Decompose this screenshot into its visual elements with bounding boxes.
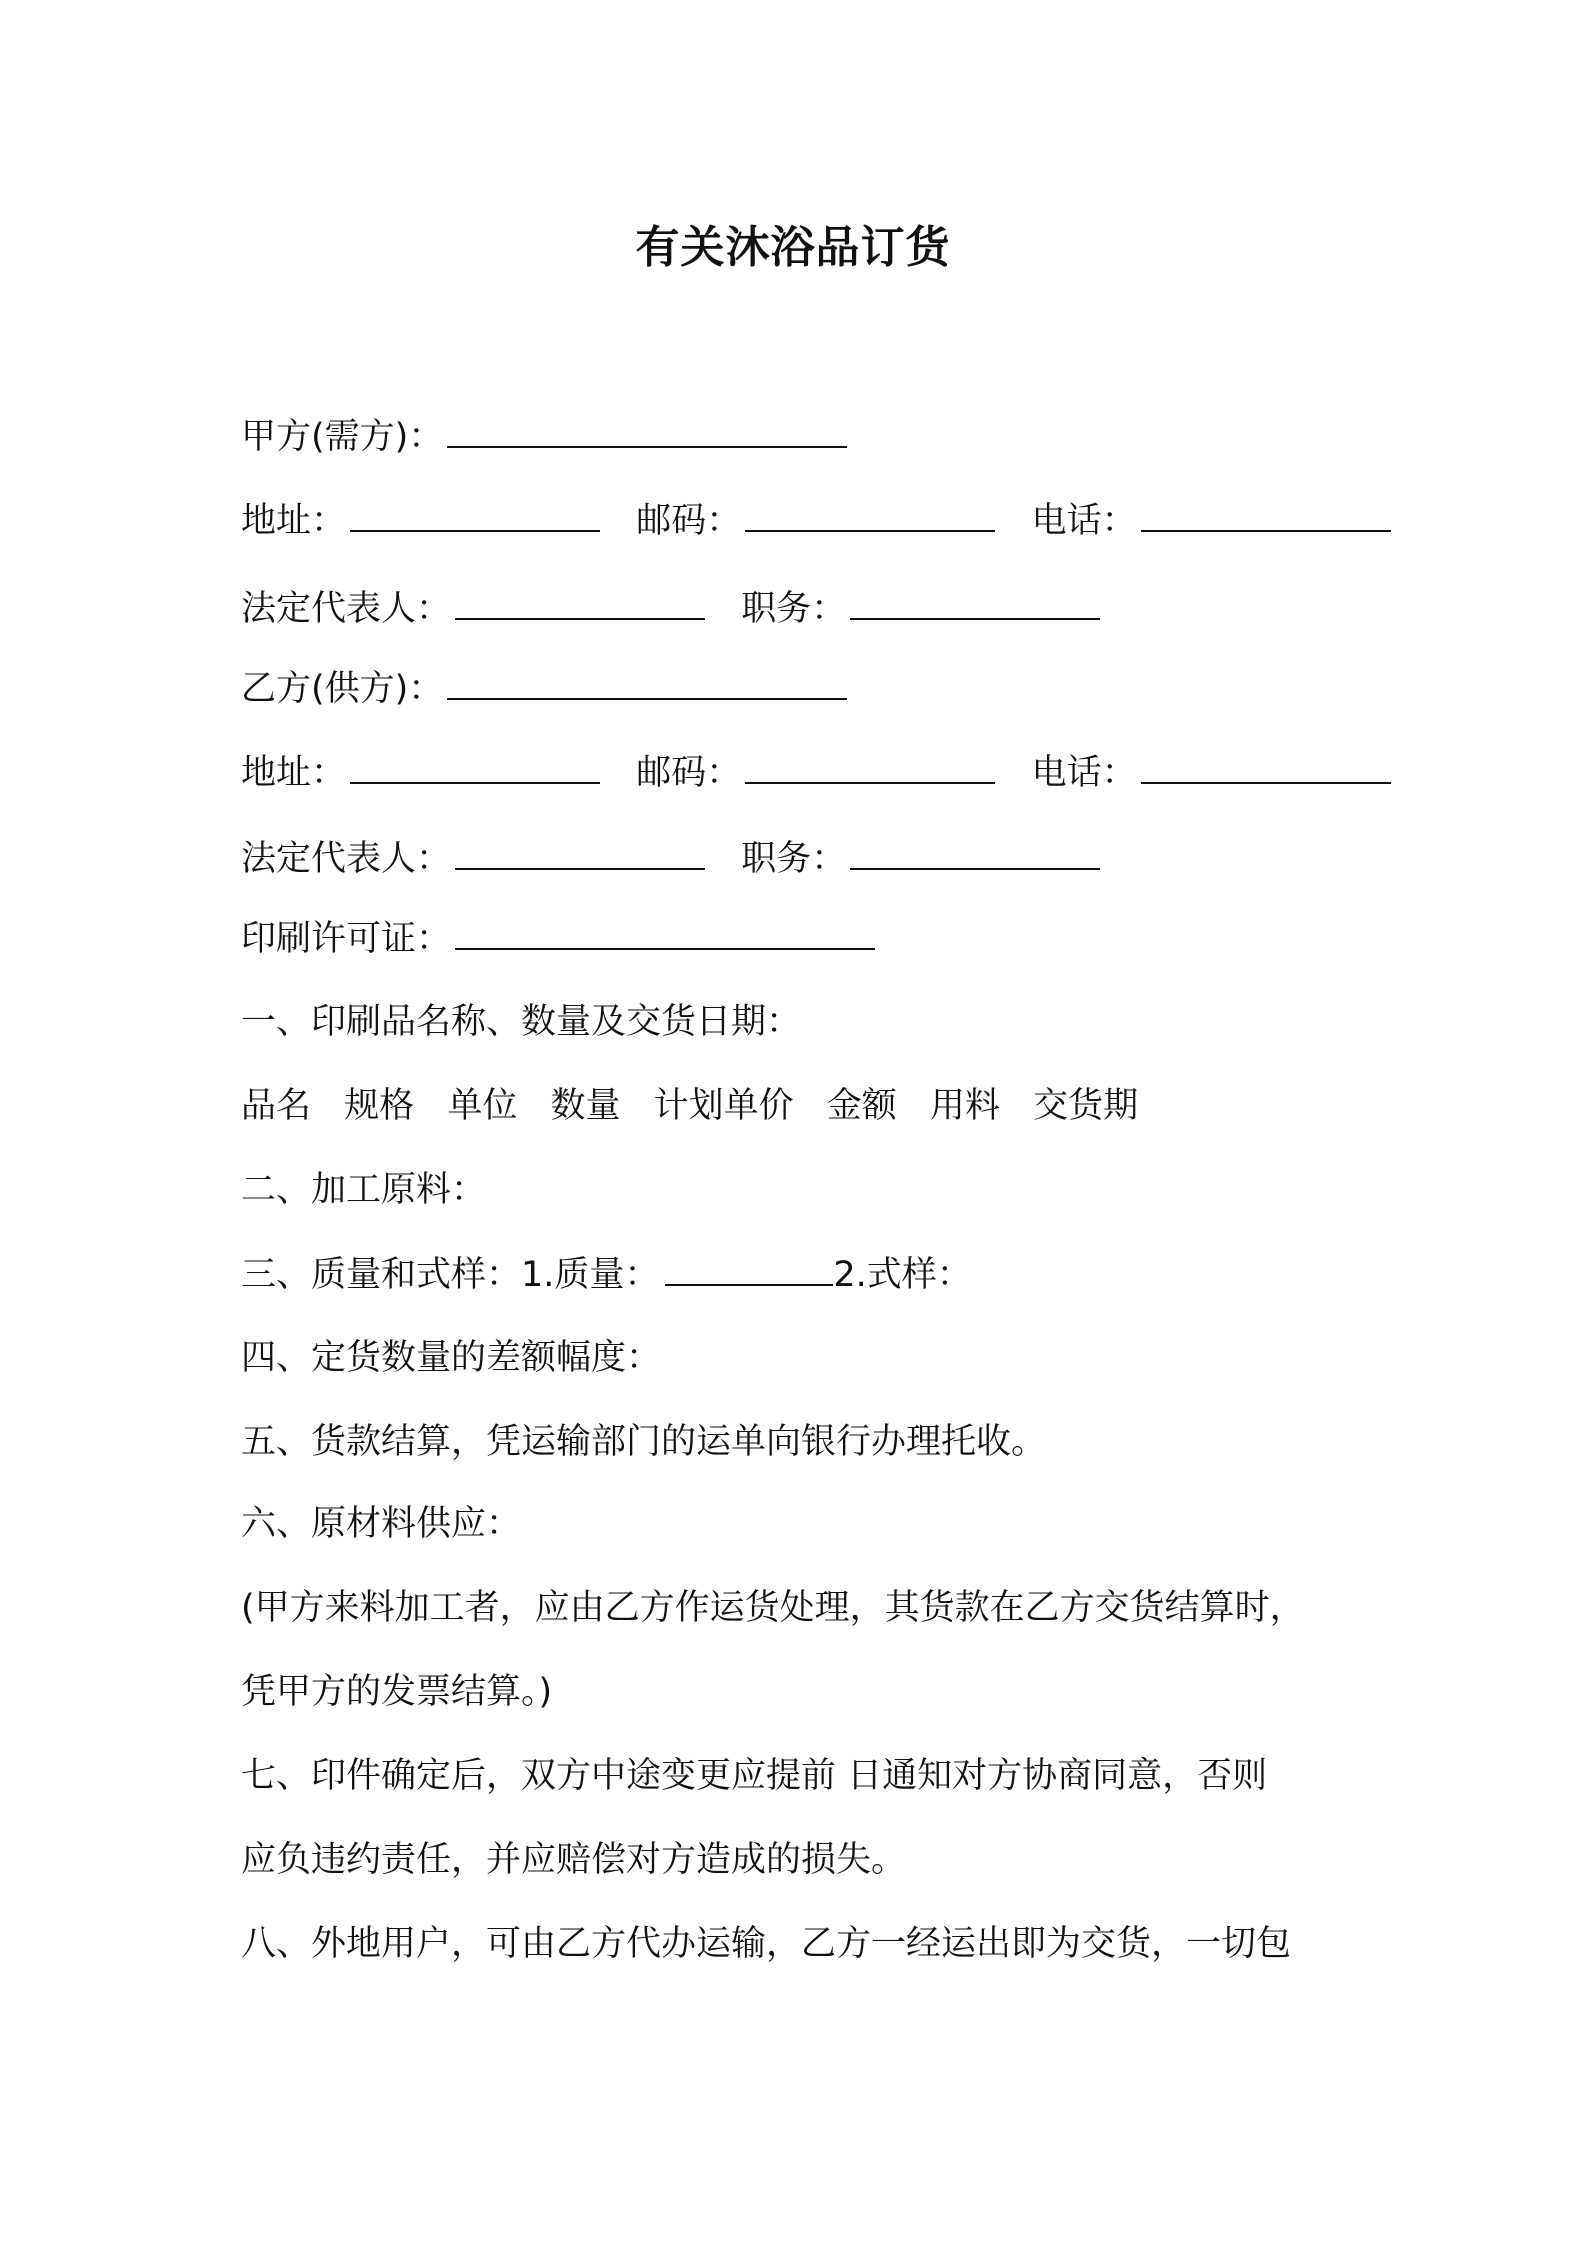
section-8-line-1: 八、外地用户，可由乙方代办运输，乙方一经运出即为交货，一切包: [241, 1924, 1292, 1964]
party-a-label: 甲方(需方)：: [241, 417, 444, 457]
section-4-heading: 四、定货数量的差额幅度：: [241, 1338, 662, 1378]
party-a-rep-line: [241, 584, 1104, 633]
party-a-legal-rep-blank[interactable]: [455, 584, 705, 620]
document-title: 有关沐浴品订货: [635, 222, 951, 273]
section-6-heading: 六、原材料供应：: [241, 1504, 522, 1544]
license-blank[interactable]: [455, 914, 875, 950]
party-a-postcode-blank[interactable]: [745, 496, 995, 532]
section-3-suffix: 2.式样：: [833, 1255, 972, 1295]
party-a-contact-line: [241, 496, 1395, 545]
party-a-address-label: 地址：: [241, 501, 347, 541]
party-b-label: 乙方(供方)：: [241, 669, 444, 709]
column-planned-unit-price: 计划单价: [653, 1086, 794, 1126]
section-7-line-1: 七、印件确定后，双方中途变更应提前 日通知对方协商同意，否则: [241, 1756, 1268, 1796]
section-6-note-line-1: (甲方来料加工者，应由乙方作运货处理，其货款在乙方交货结算时，: [241, 1588, 1305, 1628]
license-line: [241, 914, 879, 963]
license-label: 印刷许可证：: [241, 919, 452, 959]
party-b-rep-line: [241, 834, 1104, 883]
section-7-line-2: 应负违约责任，并应赔偿对方造成的损失。: [241, 1840, 907, 1880]
column-product-name: 品名: [241, 1086, 312, 1126]
party-b-phone-blank[interactable]: [1141, 748, 1391, 784]
party-b-position-blank[interactable]: [850, 834, 1100, 870]
section-3-line: [241, 1250, 972, 1299]
party-b-phone-label: 电话：: [1031, 753, 1137, 793]
section-3-prefix: 三、质量和式样：1.质量：: [241, 1255, 660, 1295]
product-columns-line: [241, 1082, 1160, 1130]
section-6-note-line-2: 凭甲方的发票结算。): [241, 1672, 553, 1712]
party-a-postcode-label: 邮码：: [636, 501, 742, 541]
column-quantity: 数量: [550, 1086, 621, 1126]
column-material: 用料: [929, 1086, 1000, 1126]
party-a-legal-rep-label: 法定代表人：: [241, 589, 452, 629]
column-specification: 规格: [344, 1086, 415, 1126]
section-1-heading: 一、印刷品名称、数量及交货日期：: [241, 1002, 802, 1042]
party-a-position-blank[interactable]: [850, 584, 1100, 620]
party-a-phone-label: 电话：: [1031, 501, 1137, 541]
column-unit: 单位: [447, 1086, 518, 1126]
party-b-position-label: 职务：: [741, 839, 847, 879]
party-b-postcode-label: 邮码：: [636, 753, 742, 793]
party-a-line: [241, 412, 851, 461]
party-b-legal-rep-label: 法定代表人：: [241, 839, 452, 879]
party-a-position-label: 职务：: [741, 589, 847, 629]
party-b-blank[interactable]: [447, 664, 847, 700]
section-5-text: 五、货款结算，凭运输部门的运单向银行办理托收。: [241, 1422, 1047, 1462]
party-b-legal-rep-blank[interactable]: [455, 834, 705, 870]
column-delivery-date: 交货期: [1033, 1086, 1139, 1126]
party-b-postcode-blank[interactable]: [745, 748, 995, 784]
party-a-blank[interactable]: [447, 412, 847, 448]
party-b-address-blank[interactable]: [350, 748, 600, 784]
party-b-contact-line: [241, 748, 1395, 797]
column-amount: 金额: [826, 1086, 897, 1126]
party-a-address-blank[interactable]: [350, 496, 600, 532]
party-a-phone-blank[interactable]: [1141, 496, 1391, 532]
quality-blank[interactable]: [665, 1250, 833, 1286]
party-b-address-label: 地址：: [241, 753, 347, 793]
party-b-line: [241, 664, 851, 713]
section-2-heading: 二、加工原料：: [241, 1170, 487, 1210]
